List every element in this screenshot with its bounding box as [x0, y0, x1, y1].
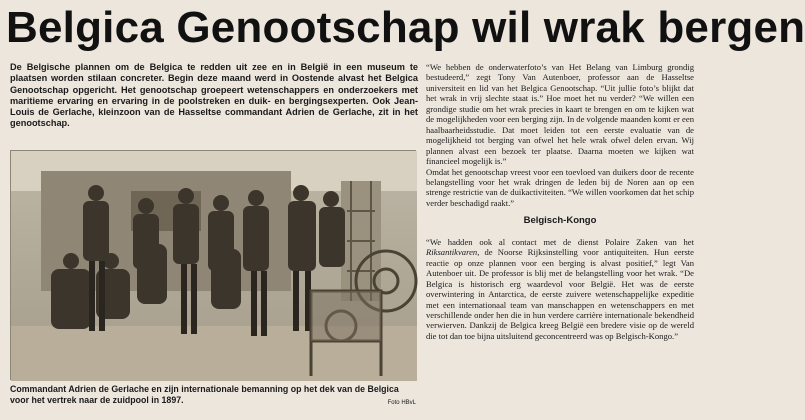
paragraph-2: Omdat het genootschap vreest voor een toevloed van duikers door de recente belangstelling voor het wrak dringen de leden bij de Noren aan op een strenge restrictie van de duikactiviteiten. “We willen voorkomen dat het schip verder beschadigd raakt.”	[426, 166, 694, 208]
article-column	[426, 62, 694, 341]
paragraph-3-italic: Riksantikvaren	[426, 247, 478, 258]
photo-caption-block	[10, 384, 416, 406]
paragraph-1: “We hebben de onderwaterfoto’s van Het Belang van Limburg grondig bestudeerd,” zegt Tony Van Autenboer, professor aan de Hasseltse universiteit en lid van het Belgica Genootschap. “Uit jullie foto’s blijkt dat het wrak in vrij slechte staat is.” Hoe moet het nu verder? “We willen een grondige studie om het wrak precies in kaart te brengen en om te kijken wat de mogelijkheden voor een berging zijn. In de volgende maanden komt er een haalbaarheidsstudie. Dat moet leiden tot een eerste evaluatie van de mogelijkheid tot berging van ofwel het hele wrak ofwel delen ervan. Wij plannen alvast een bezoek ter plaatse. Daarna moeten we kijken wat financieel mogelijk is.”	[426, 62, 694, 167]
photo-credit: Foto HBvL	[387, 400, 416, 406]
lead-paragraph: De Belgische plannen om de Belgica te redden uit zee en in België in een museum te plaatsen worden stilaan concreter. Begin deze maand werd in Oostende alvast het Belgica Genootschap opgericht. Het genootschap groepeert wetenschappers en onderzoekers met maritieme ervaring en ervaring in de poolstreken en duik- en bergingsexperten. Ook Jean-Louis de Gerlache, kleinzoon van de Hasseltse commandant Adrien de Gerlache, zit in het genootschap.	[10, 62, 418, 129]
crew-photo-illustration	[11, 151, 417, 381]
headline: Belgica Genootschap wil wrak bergen	[6, 3, 805, 52]
paragraph-3	[426, 237, 694, 342]
photo-caption: Commandant Adrien de Gerlache en zijn internationale bemanning op het dek van de Belgica voor het vertrek naar de zuidpool in 1897.	[10, 384, 399, 405]
paragraph-3-rest: , de Noorse Rijksinstelling voor antiquiteiten. Hun eerste reactie op onze plannen voor een berging is alvast positief,” legt Van Autenboer uit. De professor is blij met de belangstelling voor het wrak. “De Belgica is historisch erg waardevol voor België. Het was de eerste overwintering in Antarctica, de eerste zuivere wetenschappelijke expeditie met een internationaal team van manschappen en wetenschappers en met verschillende onder hen die in hun verdere carrière internationale bekendheid verwierven. Dankzij de Belgica kreeg België een bredere visie op de wereld die tot dan toe bijna uitsluitend geconcentreerd was op Belgisch-Kongo.”	[426, 247, 694, 341]
subheading: Belgisch-Kongo	[523, 215, 597, 227]
paragraph-3-start: “We hadden ook al contact met de dienst Polaire Zaken van het	[426, 236, 694, 247]
crew-photo	[10, 150, 416, 380]
